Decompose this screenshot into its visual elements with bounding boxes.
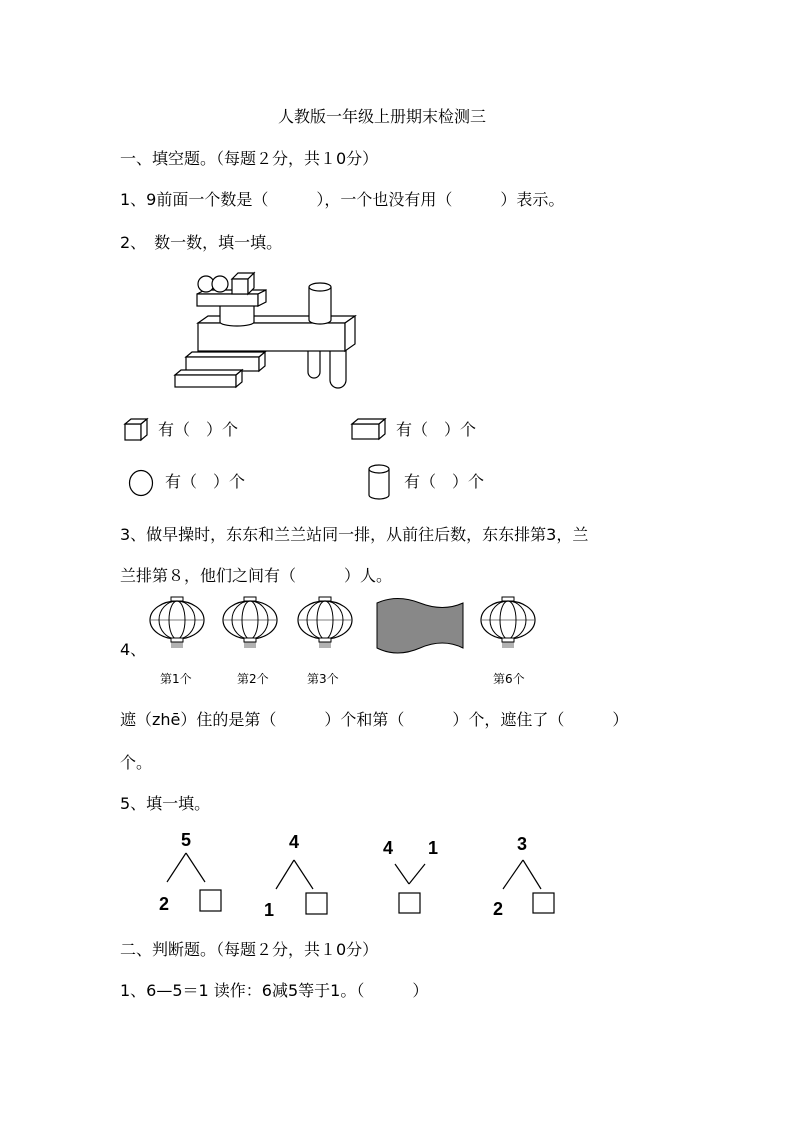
cuboid-icon (351, 418, 387, 442)
question-1-2: 2、 数一数，填一填。 (120, 233, 283, 252)
section2-heading: 二、判断题。（每题２分，共１0分） (120, 940, 379, 959)
question-1-4-line2: 个。 (120, 753, 153, 772)
section1-heading: 一、填空题。（每题２分，共１0分） (120, 149, 379, 168)
covering-cloth (377, 599, 463, 654)
cylinder-icon (367, 464, 393, 502)
lantern-row-figure (140, 595, 540, 655)
bond-1-left: 2 (159, 894, 170, 914)
count-cylinder-text: 有（ ）个 (404, 472, 485, 491)
count-sphere-text: 有（ ）个 (165, 472, 246, 491)
number-bonds-figure (150, 840, 570, 920)
count-cube-text: 有（ ）个 (158, 420, 239, 439)
count-cuboid-text: 有（ ）个 (396, 420, 477, 439)
bond-4-left: 2 (493, 899, 504, 919)
question-1-3-line1: 3、做早操时，东东和兰兰站同一排，从前往后数，东东排第3，兰 (120, 525, 589, 544)
page-title: 人教版一年级上册期末检测三 (278, 107, 487, 126)
lantern-label-1: 第1个 (160, 672, 192, 686)
bond-3-right-top: 1 (428, 838, 439, 858)
cube-icon (124, 418, 150, 442)
bond-3-left-top: 4 (383, 838, 394, 858)
bond-4-top: 3 (517, 834, 528, 854)
bond-1-top: 5 (181, 830, 192, 850)
question-1-3-line2: 兰排第８，他们之间有（ ）人。 (120, 566, 393, 585)
block-structure-figure (170, 268, 370, 393)
lantern-label-2: 第2个 (237, 672, 269, 686)
question-1-1: 1、9前面一个数是（ ），一个也没有用（ ）表示。 (120, 190, 565, 209)
lantern-1 (150, 597, 204, 648)
sphere-icon (128, 469, 154, 497)
question-2-1: 1、6—5＝1 读作：6减5等于1。（ ） (120, 981, 429, 1000)
question-1-4-line1: 遮（zhē）住的是第（ ）个和第（ ）个，遮住了（ ） (120, 710, 629, 729)
lantern-2 (223, 597, 277, 648)
bond-2-left: 1 (264, 900, 275, 920)
lantern-6 (481, 597, 535, 648)
lantern-3 (298, 597, 352, 648)
lantern-label-6: 第6个 (493, 672, 525, 686)
bond-2-top: 4 (289, 832, 300, 852)
question-1-5: 5、填一填。 (120, 794, 211, 813)
question-1-4-label: 4、 (120, 640, 147, 659)
lantern-label-3: 第3个 (307, 672, 339, 686)
